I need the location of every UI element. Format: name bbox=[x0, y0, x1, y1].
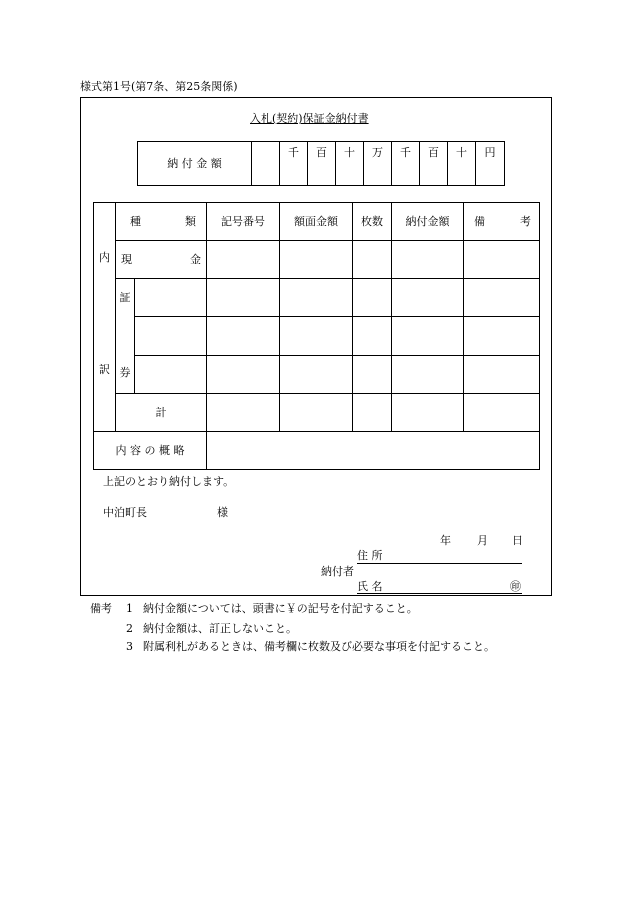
digit-unit-label: 円 bbox=[484, 146, 496, 159]
securities-symbol-number-3[interactable] bbox=[207, 355, 280, 393]
securities-face-value-3[interactable] bbox=[280, 355, 353, 393]
header-type-1: 種 bbox=[130, 214, 141, 228]
cash-label-1: 現 bbox=[121, 252, 132, 266]
header-payment-amount: 納付金額 bbox=[392, 203, 464, 241]
cash-count[interactable] bbox=[353, 241, 392, 279]
note-number: 2 bbox=[126, 622, 133, 635]
addressee-name: 中泊町長 bbox=[103, 506, 147, 519]
amount-label: 納 付 金 額 bbox=[138, 142, 252, 186]
cash-symbol-number[interactable] bbox=[207, 241, 280, 279]
note-text: 納付金額は、訂正しないこと。 bbox=[143, 622, 297, 635]
date-year-label: 年 bbox=[440, 534, 451, 547]
amount-prefix-cell[interactable] bbox=[252, 142, 280, 186]
summary-value[interactable] bbox=[207, 432, 540, 470]
note-text: 附属利札があるときは、備考欄に枚数及び必要な事項を付記すること。 bbox=[143, 640, 495, 653]
securities-symbol-number-2[interactable] bbox=[207, 317, 280, 355]
securities-payment-amount-2[interactable] bbox=[392, 317, 464, 355]
summary-label: 内 容 の 概 略 bbox=[94, 432, 207, 470]
total-symbol-number[interactable] bbox=[207, 394, 280, 432]
note-number: 1 bbox=[126, 602, 133, 615]
securities-type-2[interactable] bbox=[135, 317, 207, 355]
header-remarks-2: 考 bbox=[520, 214, 531, 228]
securities-remarks-3[interactable] bbox=[464, 355, 540, 393]
digit-unit-label: 十 bbox=[456, 146, 467, 159]
digit-unit-label: 千 bbox=[400, 146, 411, 159]
total-label: 計 bbox=[116, 394, 207, 432]
breakdown-side-cell bbox=[94, 203, 116, 432]
securities-count-3[interactable] bbox=[353, 355, 392, 393]
header-type bbox=[116, 203, 207, 241]
total-payment-amount[interactable] bbox=[392, 394, 464, 432]
digit-yen[interactable] bbox=[476, 142, 505, 186]
address-line[interactable] bbox=[357, 563, 522, 564]
form-title: 入札(契約)保証金納付書 bbox=[250, 112, 369, 125]
securities-count-1[interactable] bbox=[353, 279, 392, 317]
cash-face-value[interactable] bbox=[280, 241, 353, 279]
digit-hundred-man[interactable] bbox=[308, 142, 336, 186]
securities-payment-amount-1[interactable] bbox=[392, 279, 464, 317]
digit-ten-man[interactable] bbox=[336, 142, 364, 186]
securities-type-3[interactable] bbox=[135, 355, 207, 393]
side-label-bottom: 訳 bbox=[99, 363, 110, 376]
date-day-label: 日 bbox=[512, 534, 523, 547]
address-label: 住 所 bbox=[357, 549, 383, 562]
securities-label-top: 証 bbox=[119, 291, 131, 304]
securities-type-1[interactable] bbox=[135, 279, 207, 317]
total-count[interactable] bbox=[353, 394, 392, 432]
breakdown-table bbox=[93, 202, 540, 470]
cash-remarks[interactable] bbox=[464, 241, 540, 279]
securities-symbol-number-1[interactable] bbox=[207, 279, 280, 317]
securities-remarks-1[interactable] bbox=[464, 279, 540, 317]
digit-ten[interactable] bbox=[448, 142, 476, 186]
securities-payment-amount-3[interactable] bbox=[392, 355, 464, 393]
digit-unit-label: 十 bbox=[344, 146, 355, 159]
payer-label: 納付者 bbox=[321, 565, 354, 578]
seal-mark: ㊞ bbox=[510, 580, 521, 593]
header-count: 枚数 bbox=[353, 203, 392, 241]
header-type-2: 類 bbox=[185, 214, 196, 228]
securities-face-value-2[interactable] bbox=[280, 317, 353, 355]
digit-man[interactable] bbox=[364, 142, 392, 186]
form-number: 様式第1号(第7条、第25条関係) bbox=[80, 80, 238, 93]
header-face-value: 額面金額 bbox=[280, 203, 353, 241]
addressee-honorific: 様 bbox=[217, 506, 228, 519]
note-number: 3 bbox=[126, 640, 133, 653]
securities-count-2[interactable] bbox=[353, 317, 392, 355]
notes-heading: 備考 bbox=[90, 602, 112, 615]
total-face-value[interactable] bbox=[280, 394, 353, 432]
header-remarks bbox=[464, 203, 540, 241]
securities-face-value-1[interactable] bbox=[280, 279, 353, 317]
header-symbol-number: 記号番号 bbox=[207, 203, 280, 241]
amount-table bbox=[137, 141, 505, 186]
statement-text: 上記のとおり納付します。 bbox=[103, 475, 235, 488]
name-line[interactable] bbox=[357, 593, 522, 594]
cash-label-cell bbox=[116, 241, 207, 279]
digit-unit-label: 百 bbox=[428, 146, 439, 159]
securities-remarks-2[interactable] bbox=[464, 317, 540, 355]
cash-label-2: 金 bbox=[190, 252, 201, 266]
securities-side-cell bbox=[116, 279, 135, 394]
digit-thousand-man[interactable] bbox=[280, 142, 308, 186]
securities-label-bottom: 券 bbox=[119, 366, 131, 379]
note-text: 納付金額については、頭書に￥の記号を付記すること。 bbox=[143, 602, 418, 615]
total-remarks[interactable] bbox=[464, 394, 540, 432]
date-month-label: 月 bbox=[477, 534, 488, 547]
digit-unit-label: 千 bbox=[288, 146, 299, 159]
header-remarks-1: 備 bbox=[474, 214, 485, 228]
digit-unit-label: 万 bbox=[372, 146, 383, 159]
digit-thousand[interactable] bbox=[392, 142, 420, 186]
name-label: 氏 名 bbox=[357, 580, 383, 593]
digit-unit-label: 百 bbox=[316, 146, 327, 159]
digit-hundred[interactable] bbox=[420, 142, 448, 186]
side-label-top: 内 bbox=[99, 251, 110, 264]
cash-payment-amount[interactable] bbox=[392, 241, 464, 279]
